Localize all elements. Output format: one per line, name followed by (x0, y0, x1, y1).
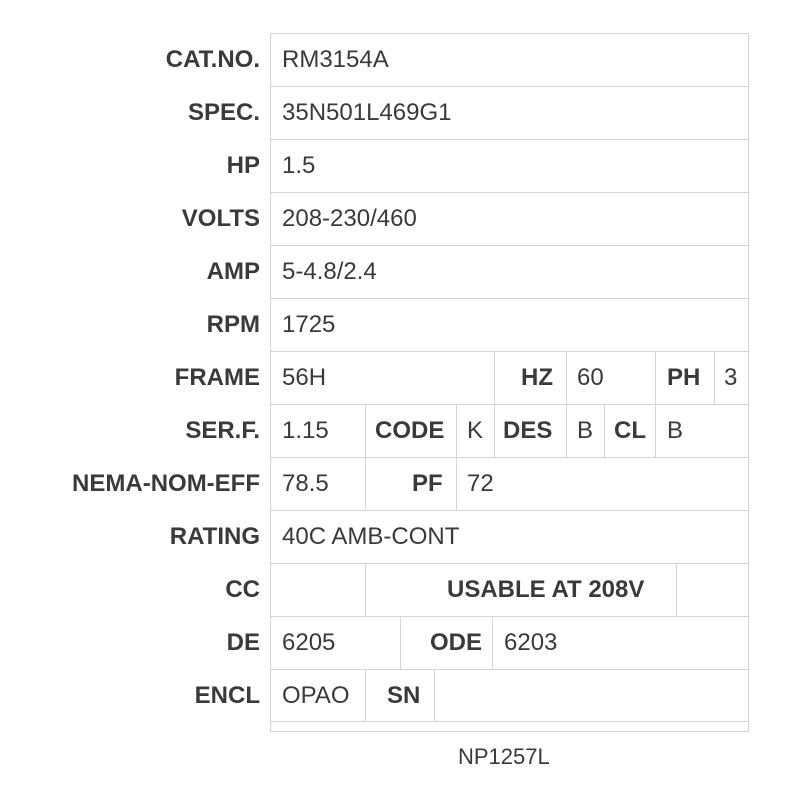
row-divider (270, 298, 749, 299)
cl-value: B (667, 417, 684, 444)
frame-label: FRAME (174, 364, 260, 391)
row-divider (270, 510, 749, 511)
amp-value: 5-4.8/2.4 (282, 258, 377, 285)
rating-label: RATING (169, 523, 260, 550)
encl-value: OPAO (282, 682, 350, 709)
ser-f-label: SER.F. (185, 417, 260, 444)
rpm-label: RPM (206, 311, 260, 338)
cell-divider (566, 404, 567, 457)
cell-divider (494, 404, 495, 457)
ser-f-value: 1.15 (282, 417, 329, 444)
de-value: 6205 (282, 629, 336, 656)
cell-divider (655, 404, 656, 457)
rpm-value: 1725 (282, 311, 336, 338)
ode-value: 6203 (504, 629, 558, 656)
cell-divider (400, 616, 401, 669)
cell-divider (365, 563, 366, 616)
row-divider (270, 192, 749, 193)
cell-divider (714, 351, 715, 404)
row-divider (270, 616, 749, 617)
frame-value: 56H (282, 364, 327, 391)
cell-divider (456, 457, 457, 510)
code-value: K (467, 417, 484, 444)
row-divider (270, 351, 749, 352)
cell-divider (365, 404, 366, 457)
cell-divider (655, 351, 656, 404)
cell-divider (456, 404, 457, 457)
ode-label: ODE (430, 629, 483, 656)
hz-value: 60 (577, 364, 604, 391)
des-label: DES (503, 417, 553, 444)
rating-value: 40C AMB-CONT (282, 523, 460, 550)
usable-note: USABLE AT 208V (447, 576, 645, 603)
cat-no-label: CAT.NO. (165, 46, 260, 73)
hp-label: HP (226, 152, 260, 179)
nema-nom-eff-label: NEMA-NOM-EFF (72, 470, 260, 497)
row-divider (270, 139, 749, 140)
cell-divider (604, 404, 605, 457)
encl-label: ENCL (194, 682, 260, 709)
cell-divider (365, 669, 366, 721)
pf-value: 72 (467, 470, 494, 497)
volts-value: 208-230/460 (282, 205, 417, 232)
cell-divider (434, 669, 435, 721)
spec-value: 35N501L469G1 (282, 99, 452, 126)
row-divider (270, 404, 749, 405)
cell-divider (365, 457, 366, 510)
row-divider (270, 563, 749, 564)
cell-divider (676, 563, 677, 616)
cl-label: CL (614, 417, 646, 444)
row-divider (270, 721, 749, 722)
cell-divider (566, 351, 567, 404)
volts-label: VOLTS (181, 205, 260, 232)
nema-nom-eff-value: 78.5 (282, 470, 329, 497)
cell-divider (494, 351, 495, 404)
part-number: NP1257L (458, 744, 550, 769)
row-divider (270, 86, 749, 87)
cell-divider (492, 616, 493, 669)
hz-label: HZ (521, 364, 553, 391)
des-value: B (577, 417, 594, 444)
row-divider (270, 457, 749, 458)
ph-label: PH (667, 364, 701, 391)
spec-label: SPEC. (187, 99, 260, 126)
ph-value: 3 (724, 364, 738, 391)
row-divider (270, 245, 749, 246)
hp-value: 1.5 (282, 152, 316, 179)
pf-label: PF (412, 470, 443, 497)
amp-label: AMP (206, 258, 260, 285)
cc-label: CC (225, 576, 260, 603)
row-divider (270, 669, 749, 670)
code-label: CODE (375, 417, 445, 444)
cat-no-value: RM3154A (282, 46, 389, 73)
sn-label: SN (387, 682, 421, 709)
de-label: DE (226, 629, 260, 656)
